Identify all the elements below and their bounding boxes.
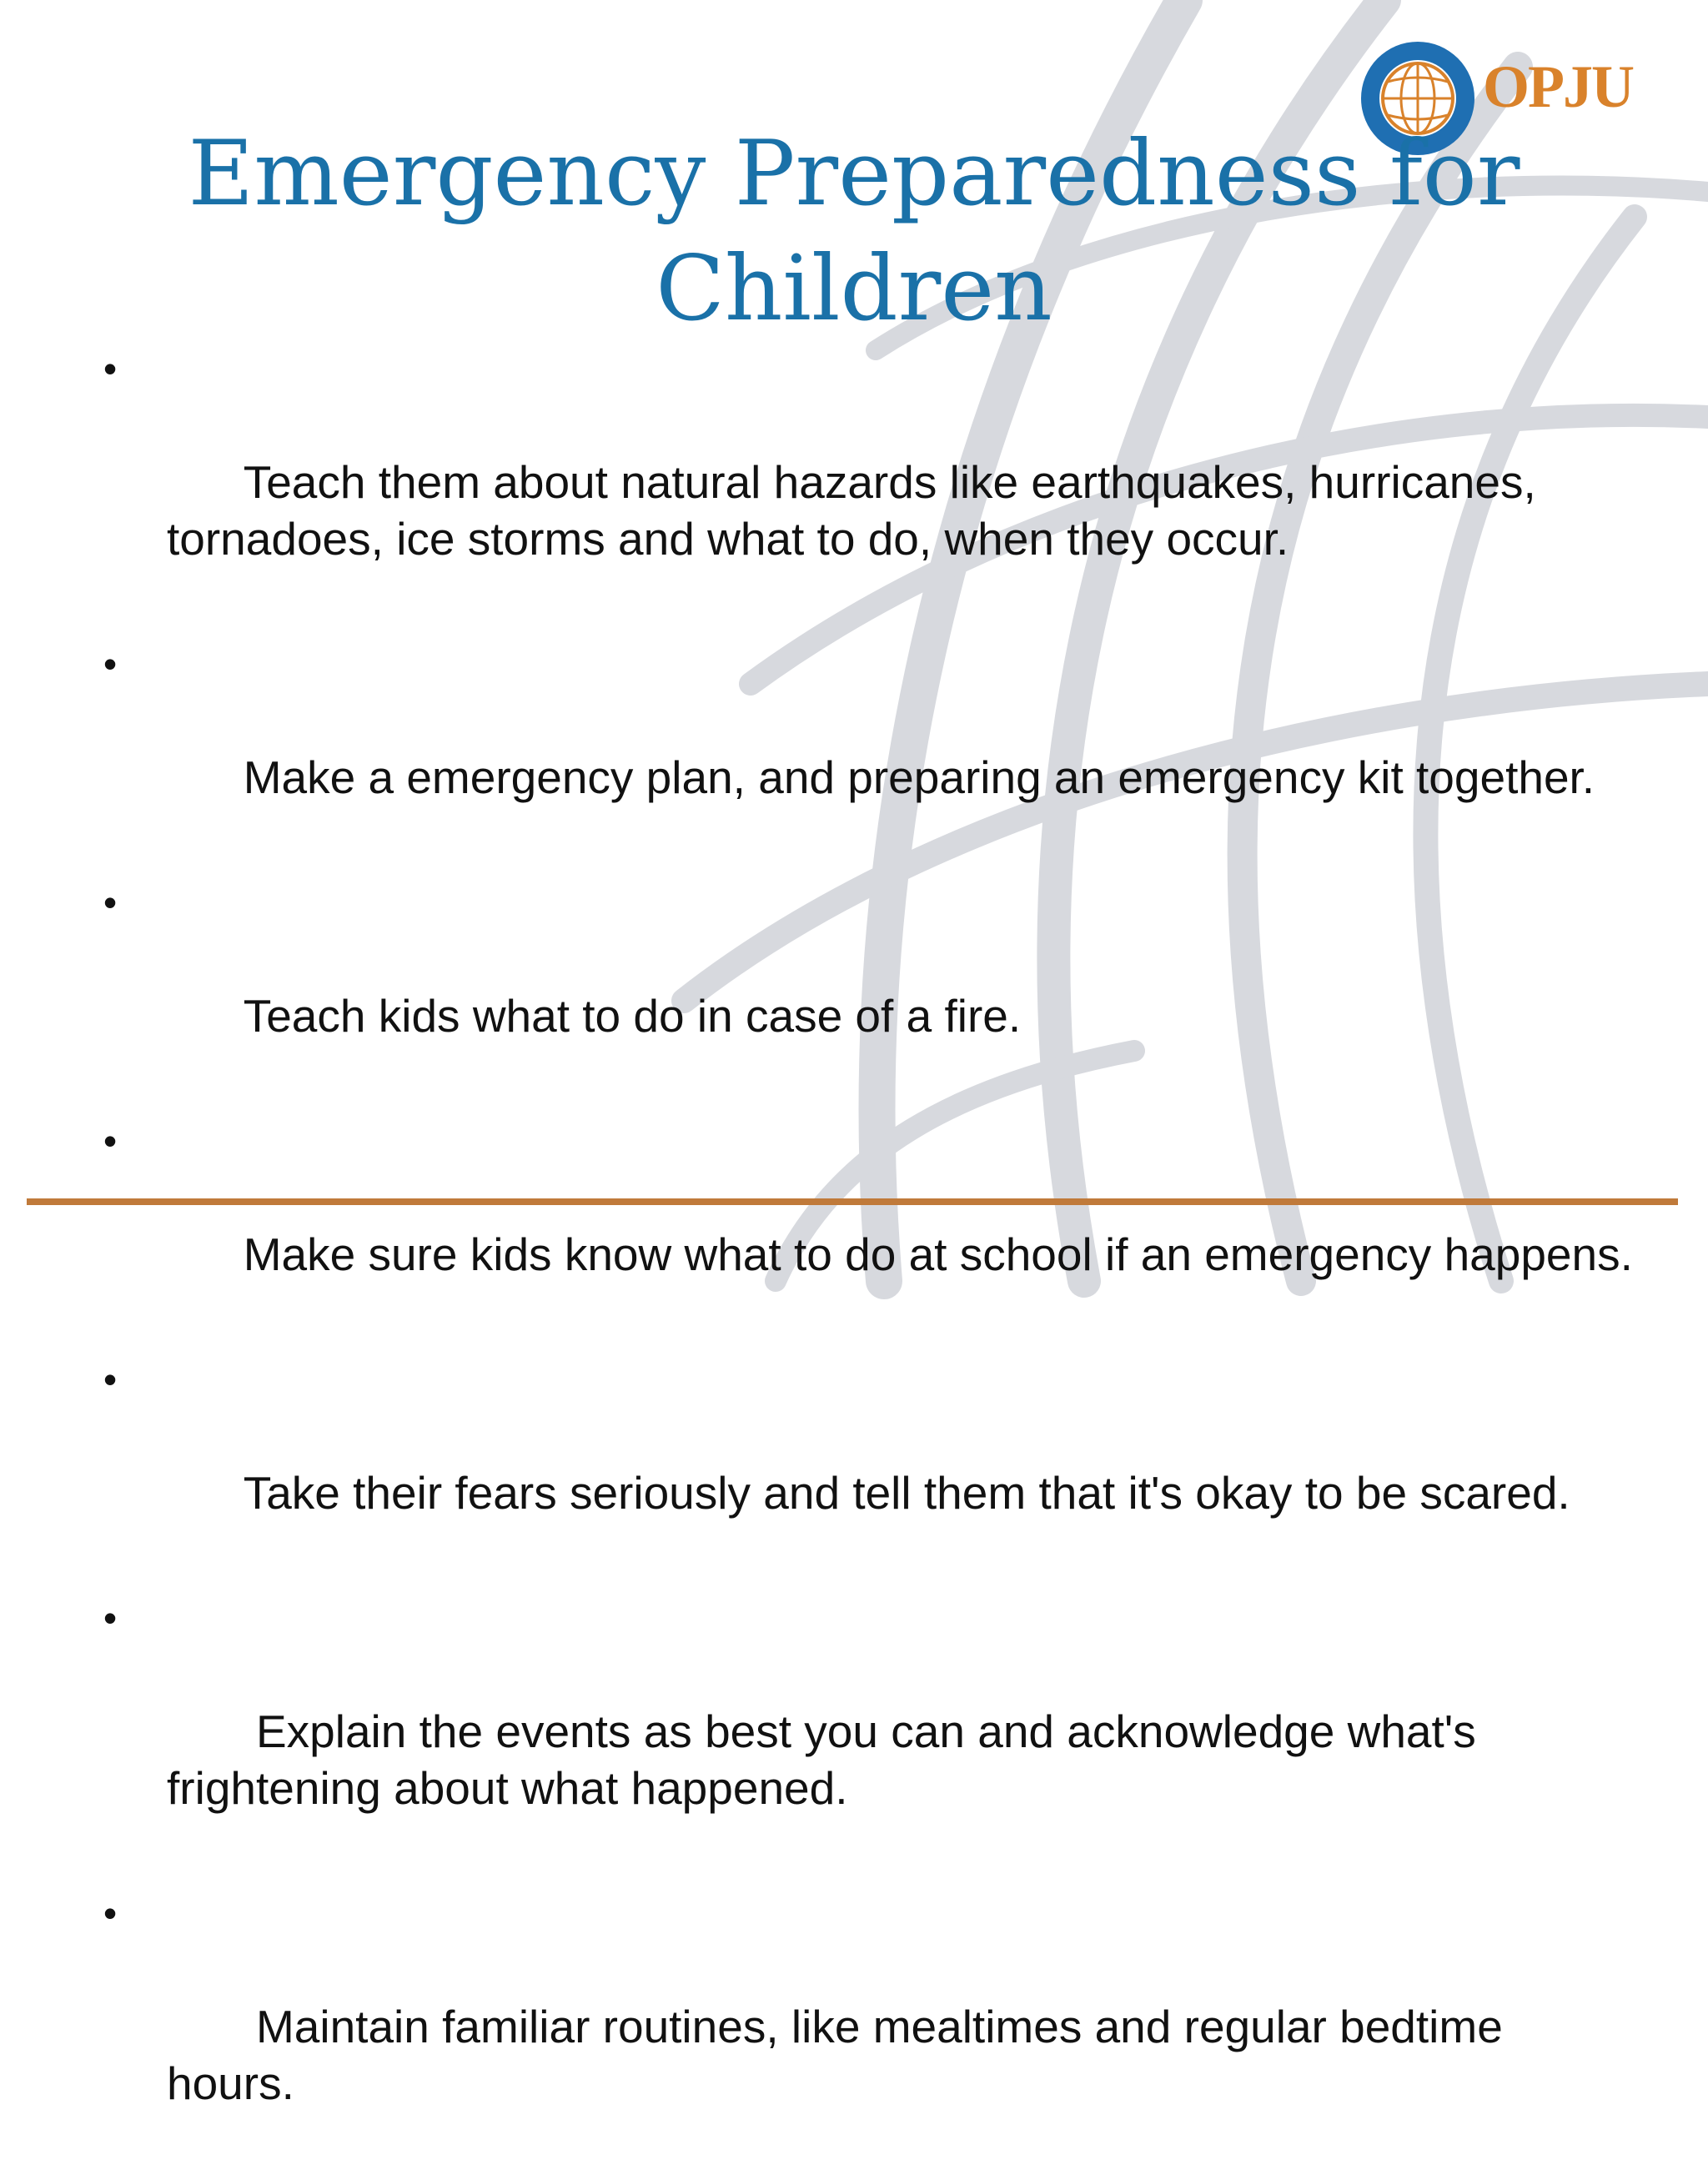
slide-title <box>125 117 1583 347</box>
bullet-list <box>100 340 1635 2180</box>
bullet-item-2 <box>100 635 1635 862</box>
bullet-dot: • <box>103 1891 118 1935</box>
title-line-1: Emergency Preparedness for <box>188 122 1520 226</box>
bullet-item-4 <box>100 1113 1635 1339</box>
bullet-item-7 <box>100 1885 1635 2168</box>
bullet-dot: • <box>103 642 118 686</box>
bullet-text: Explain the events as best you can and acknowledge what's frightening about what happened. <box>167 1705 1489 1814</box>
bullet-item-1 <box>100 340 1635 624</box>
bullet-text: Make sure kids know what to do at school if an emergency happens. <box>243 1228 1633 1280</box>
bullet-item-6 <box>100 1590 1635 1873</box>
title-line-2: Children <box>656 237 1052 341</box>
bullet-item-5 <box>100 1351 1635 1578</box>
bullet-dot: • <box>103 1596 118 1640</box>
bullet-item-3 <box>100 874 1635 1101</box>
bullet-dot: • <box>103 881 118 924</box>
logo-wordmark: OPJU <box>1483 53 1633 120</box>
footer-divider <box>27 1198 1678 1205</box>
bullet-text: Take their fears seriously and tell them that it's okay to be scared. <box>243 1467 1570 1519</box>
bullet-dot: • <box>103 1119 118 1163</box>
bullet-text: Teach kids what to do in case of a fire. <box>243 990 1022 1042</box>
bullet-text: Make a emergency plan, and preparing an emergency kit together. <box>243 751 1595 803</box>
bullet-dot: • <box>103 1358 118 1401</box>
bullet-text: Maintain familiar routines, like mealtimes and regular bedtime hours. <box>167 2001 1516 2109</box>
bullet-dot: • <box>103 347 118 390</box>
bullet-text: Teach them about natural hazards like earthquakes, hurricanes, tornadoes, ice storms and what to do, when they occur. <box>167 456 1550 565</box>
